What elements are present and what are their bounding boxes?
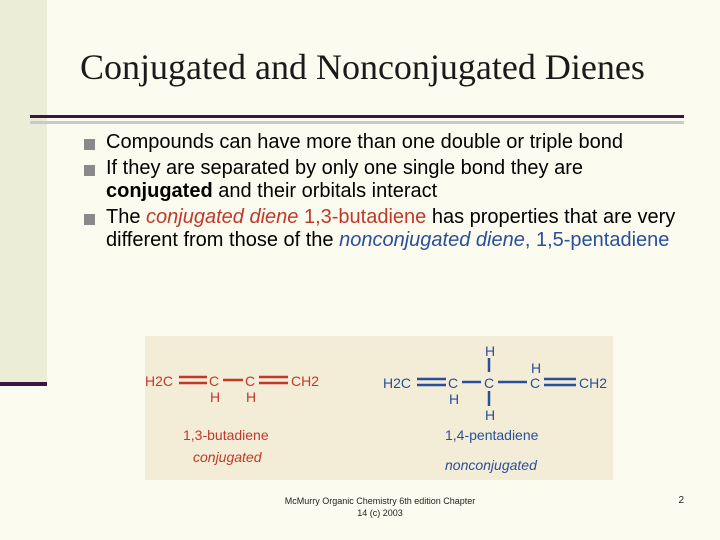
structures-drawing	[145, 336, 613, 480]
title-rule-shadow	[30, 121, 684, 124]
bullet-text-start: If they are separated by only one single bond they are	[106, 157, 583, 179]
term-conjugated-diene: conjugated diene	[146, 206, 299, 228]
atom-label: C	[530, 375, 541, 391]
slide-title: Conjugated and Nonconjugated Dienes	[80, 47, 645, 87]
atom-label: H	[485, 343, 496, 359]
atom-label: CH2	[291, 373, 320, 389]
atom-label: H	[246, 389, 257, 405]
term-pentadiene: , 1,5-pentadiene	[524, 229, 670, 251]
diene-structures-figure	[145, 336, 613, 480]
compound-name-butadiene: 1,3-butadiene	[183, 427, 269, 443]
bullet-item-1	[84, 131, 694, 154]
bullet-text-middle: has properties that are very different from those of the	[106, 206, 676, 251]
square-bullet-icon	[84, 139, 95, 150]
atom-label: C	[448, 375, 459, 391]
sidebar-band	[0, 0, 47, 382]
bullet-item-2	[84, 157, 694, 203]
atom-label: C	[245, 373, 256, 389]
footer-line-2: 14 (c) 2003	[357, 508, 403, 518]
bullet-item-3	[84, 206, 694, 252]
term-conjugated: conjugated	[106, 180, 213, 202]
bullet-text-start: The	[106, 206, 147, 228]
atom-label: H	[485, 407, 496, 423]
compound-name-pentadiene: 1,4-pentadiene	[445, 427, 539, 443]
page-number: 2	[678, 495, 684, 506]
title-rule	[30, 115, 684, 118]
atom-label: H2C	[145, 373, 174, 389]
bullet-text: Compounds can have more than one double or triple bond	[106, 131, 624, 153]
bullet-list	[84, 131, 694, 255]
atom-label: H2C	[383, 375, 412, 391]
term-butadiene: 1,3-butadiene	[298, 206, 427, 228]
bond-lines-left	[179, 377, 288, 383]
square-bullet-icon	[84, 214, 95, 225]
compound-type-conjugated: conjugated	[193, 449, 262, 465]
atom-label: H	[531, 360, 542, 376]
bond-lines-right	[417, 358, 576, 406]
square-bullet-icon	[84, 165, 95, 176]
footer-citation	[270, 495, 490, 519]
atom-label: CH2	[579, 375, 608, 391]
term-nonconjugated-diene: nonconjugated diene	[339, 229, 525, 251]
atom-label: C	[484, 375, 495, 391]
compound-type-nonconjugated: nonconjugated	[445, 457, 537, 473]
footer-line-1: McMurry Organic Chemistry 6th edition Chapter	[284, 496, 476, 506]
sidebar-accent	[0, 382, 47, 386]
atom-label: H	[449, 391, 460, 407]
atom-label: C	[209, 373, 220, 389]
bullet-text-end: and their orbitals interact	[212, 180, 438, 202]
atom-label: H	[210, 389, 221, 405]
